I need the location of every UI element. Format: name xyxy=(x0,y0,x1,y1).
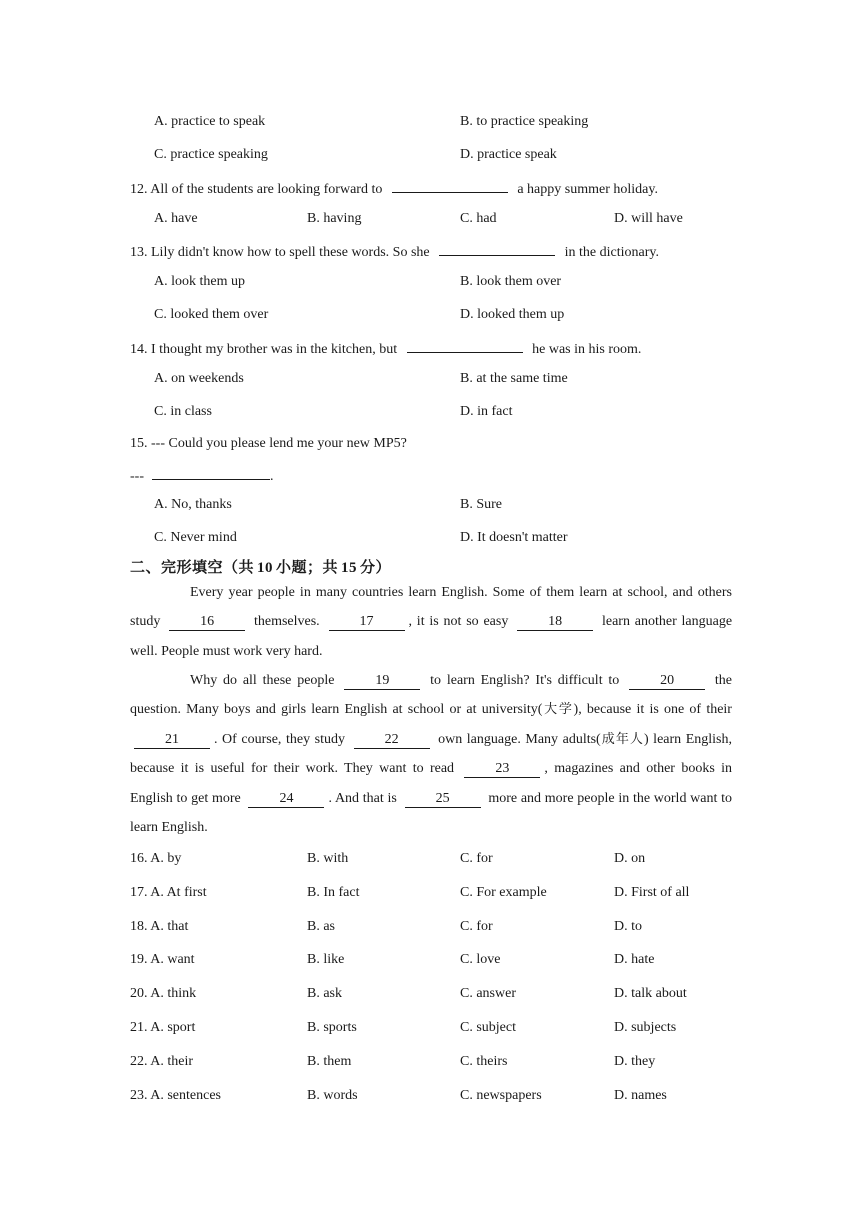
section-title-part1: 二、完形填空（共 xyxy=(130,558,255,576)
q14-blank xyxy=(407,338,523,353)
q14-option-d: D. in fact xyxy=(460,404,513,419)
q15-reply-prefix: --- xyxy=(130,469,144,484)
cloze-18-option-b: B. as xyxy=(307,919,335,934)
p2-text-2: to learn English? It's difficult to xyxy=(430,673,620,688)
q12-blank xyxy=(392,178,508,193)
cloze-17-option-d: D. First of all xyxy=(614,885,690,900)
section-title-part2: 小题；共 xyxy=(276,558,339,576)
q15-option-c: C. Never mind xyxy=(154,530,237,545)
q11-option-c: C. practice speaking xyxy=(154,147,268,162)
q13-option-a: A. look them up xyxy=(154,274,245,289)
blank-22: 22 xyxy=(354,732,430,749)
q13-blank xyxy=(439,241,555,256)
q14-option-b: B. at the same time xyxy=(460,371,568,386)
section-title-cloze xyxy=(130,556,391,577)
q15-option-b: B. Sure xyxy=(460,497,502,512)
cloze-21-option-b: B. sports xyxy=(307,1020,357,1035)
q15-option-a: A. No, thanks xyxy=(154,497,232,512)
p2-text-5: . Of course, they study xyxy=(214,731,345,747)
q15-option-d: D. It doesn't matter xyxy=(460,530,568,545)
cloze-22-option-a: 22. A. their xyxy=(130,1054,193,1069)
cloze-23-option-d: D. names xyxy=(614,1088,667,1103)
question-13 xyxy=(130,241,659,262)
blank-21: 21 xyxy=(134,732,210,749)
q15-blank xyxy=(152,465,270,480)
cloze-17-option-c: C. For example xyxy=(460,885,547,900)
cloze-22-option-b: B. them xyxy=(307,1054,352,1069)
blank-20: 20 xyxy=(629,673,705,690)
q13-option-b: B. look them over xyxy=(460,274,562,289)
cloze-17-option-a: 17. A. At first xyxy=(130,885,207,900)
p2-text-7: ) learn English, because it is useful for their work. They want to read xyxy=(130,731,732,777)
q12-option-b: B. having xyxy=(307,211,362,226)
blank-24: 24 xyxy=(248,791,324,808)
q11-option-b: B. to practice speaking xyxy=(460,114,589,129)
cloze-16-option-b: B. with xyxy=(307,851,349,866)
passage-paragraph-2 xyxy=(130,666,732,842)
q13-stem-before: 13. Lily didn't know how to spell these words. So she xyxy=(130,245,430,260)
cloze-23-option-c: C. newspapers xyxy=(460,1088,542,1103)
q14-stem-after: he was in his room. xyxy=(532,342,642,357)
cloze-19-option-a: 19. A. want xyxy=(130,952,195,967)
section-title-part3: 分） xyxy=(360,558,392,576)
q13-option-c: C. looked them over xyxy=(154,307,269,322)
blank-17: 17 xyxy=(329,614,405,631)
q14-option-c: C. in class xyxy=(154,404,212,419)
blank-25: 25 xyxy=(405,791,481,808)
p2-text-10: more and more people in the world want to learn English. xyxy=(130,790,733,836)
cloze-23-option-a: 23. A. sentences xyxy=(130,1088,221,1103)
q14-option-a: A. on weekends xyxy=(154,371,244,386)
q15-reply-suffix: . xyxy=(270,469,274,484)
blank-18: 18 xyxy=(517,614,593,631)
q11-option-a: A. practice to speak xyxy=(154,114,266,129)
cloze-16-option-c: C. for xyxy=(460,851,493,866)
cloze-21-option-d: D. subjects xyxy=(614,1020,677,1035)
p1-text-4: learn another language well. People must work very hard. xyxy=(130,614,733,659)
cloze-19-option-d: D. hate xyxy=(614,952,655,967)
cloze-18-option-a: 18. A. that xyxy=(130,919,189,934)
cloze-16-option-d: D. on xyxy=(614,851,646,866)
passage-paragraph-1 xyxy=(130,578,732,666)
cloze-20-option-d: D. talk about xyxy=(614,986,687,1001)
p1-text-3: , it is not so easy xyxy=(408,614,509,630)
q12-option-a: A. have xyxy=(154,211,198,226)
cloze-16-option-a: 16. A. by xyxy=(130,851,182,866)
cloze-22-option-d: D. they xyxy=(614,1054,656,1069)
cloze-17-option-b: B. In fact xyxy=(307,885,360,900)
p2-text-8: , magazines and other books in English to get more xyxy=(130,761,732,806)
q13-option-d: D. looked them up xyxy=(460,307,565,322)
q13-stem-after: in the dictionary. xyxy=(564,245,659,260)
question-15: 15. --- Could you please lend me your new MP5? xyxy=(130,436,407,451)
question-14 xyxy=(130,338,641,359)
p2-chinese-adults: 成年人 xyxy=(600,731,644,747)
question-12 xyxy=(130,178,658,199)
cloze-18-option-d: D. to xyxy=(614,919,642,934)
cloze-21-option-a: 21. A. sport xyxy=(130,1020,196,1035)
p2-text-6: own language. Many adults( xyxy=(438,731,601,747)
cloze-21-option-c: C. subject xyxy=(460,1020,516,1035)
q12-stem-before: 12. All of the students are looking forward to xyxy=(130,182,383,197)
cloze-22-option-c: C. theirs xyxy=(460,1054,508,1069)
p2-text-9: . And that is xyxy=(328,790,397,806)
p1-text-2: themselves. xyxy=(253,614,320,630)
cloze-20-option-a: 20. A. think xyxy=(130,986,197,1001)
q12-stem-after: a happy summer holiday. xyxy=(517,182,658,197)
cloze-20-option-c: C. answer xyxy=(460,986,516,1001)
p1-text-1: Every year people in many countries learn English. Some of them learn at school, and others study xyxy=(130,585,732,630)
p2-chinese-university: 大学 xyxy=(542,702,574,718)
cloze-18-option-c: C. for xyxy=(460,919,493,934)
blank-19: 19 xyxy=(344,673,420,690)
cloze-19-option-b: B. like xyxy=(307,952,345,967)
cloze-20-option-b: B. ask xyxy=(307,986,342,1001)
p2-text-1: Why do all these people xyxy=(190,673,335,688)
p2-text-3: the question. Many boys and girls learn English at school or at university( xyxy=(130,673,733,718)
section-title-num2: 15 xyxy=(341,560,358,576)
q12-option-d: D. will have xyxy=(614,211,683,226)
q12-option-c: C. had xyxy=(460,211,497,226)
q14-stem-before: 14. I thought my brother was in the kitchen, but xyxy=(130,342,398,357)
section-title-num1: 10 xyxy=(257,560,274,576)
p2-text-4: ), because it is one of their xyxy=(573,702,732,718)
blank-16: 16 xyxy=(169,614,245,631)
question-15-reply xyxy=(130,465,274,486)
blank-23: 23 xyxy=(464,761,540,778)
cloze-19-option-c: C. love xyxy=(460,952,501,967)
q11-option-d: D. practice speak xyxy=(460,147,557,162)
cloze-23-option-b: B. words xyxy=(307,1088,358,1103)
